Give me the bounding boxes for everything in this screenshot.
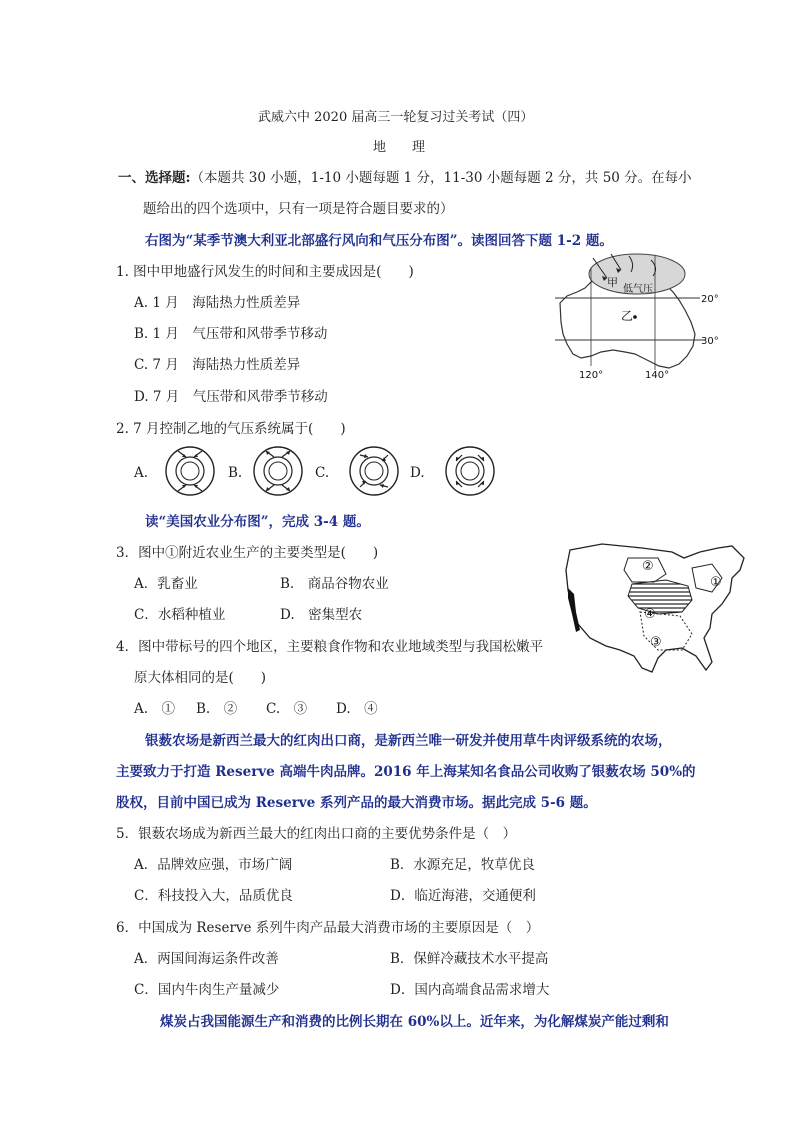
pressure-system-d-icon xyxy=(440,441,500,501)
label-lat-30: 30° xyxy=(701,336,719,347)
q2-label-d[interactable]: D. xyxy=(410,465,425,481)
q6-option-d[interactable]: D．国内高端食品需求增大 xyxy=(390,982,550,998)
q1-option-b[interactable]: B. 1 月 气压带和风带季节移动 xyxy=(134,326,328,342)
usa-mark-2: ② xyxy=(642,559,654,574)
q6-stem: 6．中国成为 Reserve 系列牛肉产品最大消费市场的主要原因是（ ） xyxy=(116,920,540,936)
q3-stem: 3．图中①附近农业生产的主要类型是( ) xyxy=(116,545,379,561)
q3-option-a[interactable]: A．乳畜业 xyxy=(134,576,198,592)
q5-stem: 5．银薮农场成为新西兰最大的红肉出口商的主要优势条件是（ ） xyxy=(116,826,517,842)
passage-next: 煤炭占我国能源生产和消费的比例长期在 60%以上。近年来，为化解煤炭产能过剩和 xyxy=(160,1014,669,1030)
q1-option-c[interactable]: C. 7 月 海陆热力性质差异 xyxy=(134,357,301,373)
q4-stem-2: 原大体相同的是( ) xyxy=(134,670,267,686)
usa-mark-4: ④ xyxy=(644,607,656,622)
q2-stem: 2. 7 月控制乙地的气压系统属于( ) xyxy=(116,421,346,437)
passage-5-6-line1: 银薮农场是新西兰最大的红肉出口商，是新西兰唯一研发并使用草牛肉评级系统的农场， xyxy=(145,733,672,749)
q5-option-d[interactable]: D．临近海港，交通便利 xyxy=(390,888,536,904)
q2-label-a[interactable]: A. xyxy=(134,465,149,481)
q2-label-b[interactable]: B. xyxy=(228,465,243,481)
usa-mark-1: ① xyxy=(710,575,722,590)
pressure-system-a-icon xyxy=(160,441,220,501)
exam-title: 武威六中 2020 届高三一轮复习过关考试（四） xyxy=(258,110,534,125)
q4-option-b[interactable]: B. ② xyxy=(196,701,238,717)
q6-option-c[interactable]: C．国内牛肉生产量减少 xyxy=(134,982,280,998)
usa-agriculture-map xyxy=(562,538,752,688)
q6-option-b[interactable]: B．保鲜冷藏技术水平提高 xyxy=(390,951,549,967)
q3-option-d[interactable]: D. 密集型农 xyxy=(280,607,363,623)
q5-option-c[interactable]: C．科技投入大，品质优良 xyxy=(134,888,293,904)
australia-wind-pressure-map xyxy=(555,248,725,383)
label-low-pressure: 低气压 xyxy=(623,284,653,295)
q4-stem-1: 4．图中带标号的四个地区，主要粮食作物和农业地域类型与我国松嫩平 xyxy=(116,639,544,655)
q2-label-c[interactable]: C. xyxy=(315,465,330,481)
q3-option-b[interactable]: B. 商品谷物农业 xyxy=(280,576,389,592)
q1-option-d[interactable]: D. 7 月 气压带和风带季节移动 xyxy=(134,389,328,405)
intro-q3-4: 读“美国农业分布图”，完成 3-4 题。 xyxy=(145,514,370,530)
q5-option-a[interactable]: A．品牌效应强，市场广阔 xyxy=(134,857,293,873)
label-lon-120: 120° xyxy=(579,370,604,381)
section-heading xyxy=(118,166,692,186)
label-lat-20: 20° xyxy=(701,294,719,305)
section-desc-1: （本题共 30 小题，1-10 小题每题 1 分，11-30 小题每题 2 分，共 50 分。在每小 xyxy=(190,170,692,186)
q1-stem: 1. 图中甲地盛行风发生的时间和主要成因是( ) xyxy=(116,264,414,280)
passage-5-6-line2: 主要致力于打造 Reserve 高端牛肉品牌。2016 年上海某知名食品公司收购了银薮农场 50%的 xyxy=(116,764,696,780)
section-desc-2: 题给出的四个选项中，只有一项是符合题目要求的） xyxy=(143,201,454,217)
q3-option-c[interactable]: C．水稻种植业 xyxy=(134,607,226,623)
q1-option-a[interactable]: A. 1 月 海陆热力性质差异 xyxy=(134,295,301,311)
usa-mark-3: ③ xyxy=(650,635,662,650)
q6-option-a[interactable]: A．两国间海运条件改善 xyxy=(134,951,279,967)
label-yi: 乙 xyxy=(621,309,634,323)
passage-5-6-line3: 股权，目前中国已成为 Reserve 系列产品的最大消费市场。据此完成 5-6 题。 xyxy=(116,795,597,811)
q4-option-d[interactable]: D. ④ xyxy=(336,701,378,717)
q4-option-c[interactable]: C. ③ xyxy=(266,701,308,717)
label-lon-140: 140° xyxy=(645,370,670,381)
q5-option-b[interactable]: B．水源充足，牧草优良 xyxy=(390,857,535,873)
subject-title: 地 理 xyxy=(373,140,426,155)
section-label: 一、选择题: xyxy=(118,170,191,186)
label-jia: 甲 xyxy=(607,276,618,289)
pressure-system-b-icon xyxy=(248,441,308,501)
q4-option-a[interactable]: A. ① xyxy=(134,701,176,717)
intro-q1-2: 右图为“某季节澳大利亚北部盛行风向和气压分布图”。读图回答下题 1-2 题。 xyxy=(145,233,613,249)
pressure-system-c-icon xyxy=(344,441,404,501)
